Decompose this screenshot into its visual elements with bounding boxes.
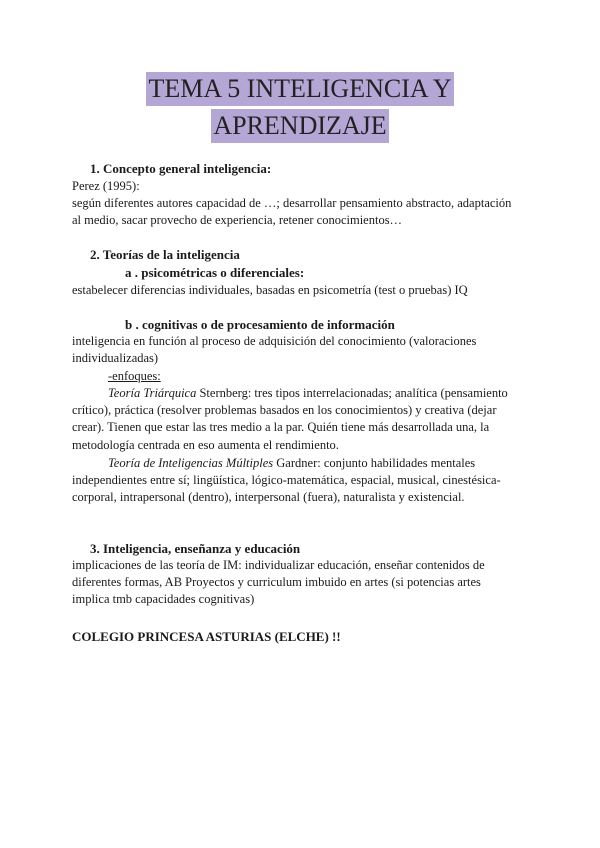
section-1-author: Perez (1995): bbox=[72, 179, 140, 193]
section-3-text: implicaciones de las teoría de IM: individualizar educación, enseñar contenidos de diferentes formas, AB Proyectos y curriculum imbuido en artes (si potencias artes implica tmb capacidades cognitivas) bbox=[72, 558, 485, 607]
title-line-2: APRENDIZAJE bbox=[211, 109, 388, 143]
document-title bbox=[0, 72, 600, 143]
enfoques-label: -enfoques: bbox=[108, 369, 161, 383]
footer-note: COLEGIO PRINCESA ASTURIAS (ELCHE) !! bbox=[72, 629, 341, 644]
section-3-heading: 3. Inteligencia, enseñanza y educación bbox=[90, 541, 301, 556]
title-line-1: TEMA 5 INTELIGENCIA Y bbox=[146, 72, 453, 106]
section-1-text: según diferentes autores capacidad de …; desarrollar pensamiento abstracto, adaptación al medio, sacar provecho de experiencia, retener conocimientos… bbox=[72, 196, 512, 228]
section-2a-text: estabelecer diferencias individuales, basadas en psicometría (test o pruebas) IQ bbox=[72, 283, 468, 297]
section-2b-text: inteligencia en función al proceso de adquisición del conocimiento (valoraciones individualizadas) bbox=[72, 334, 477, 366]
theory-multiples-text: Gardner: conjunto habilidades mentales independientes entre sí; lingüística, lógico-matemática, espacial, musical, cinestésica-corporal, intrapersonal (dentro), interpersonal (fuera), naturalista y existencial. bbox=[72, 456, 501, 505]
theory-triarquica-text: Sternberg: tres tipos interrelacionadas; analítica (pensamiento crítico), práctica (resolver problemas basados en los conocimientos) y creativa (dejar crear). Tienen que estar las tres medio a la par. Quién tiene más desarrollada una, la metodología centrada en eso aumenta el rendimiento. bbox=[72, 386, 508, 452]
theory-multiples-name: Teoría de Inteligencias Múltiples bbox=[108, 456, 274, 470]
section-1-body bbox=[72, 178, 512, 230]
theory-triarquica-name: Teoría Triárquica bbox=[108, 386, 197, 400]
section-1-heading: 1. Concepto general inteligencia: bbox=[90, 161, 272, 176]
section-2b-heading: b . cognitivas o de procesamiento de información bbox=[125, 317, 395, 332]
theory-triarquica bbox=[72, 385, 512, 454]
section-2a-heading: a . psicométricas o diferenciales: bbox=[125, 265, 305, 280]
section-2-heading: 2. Teorías de la inteligencia bbox=[90, 247, 240, 262]
theory-multiples bbox=[72, 455, 512, 507]
